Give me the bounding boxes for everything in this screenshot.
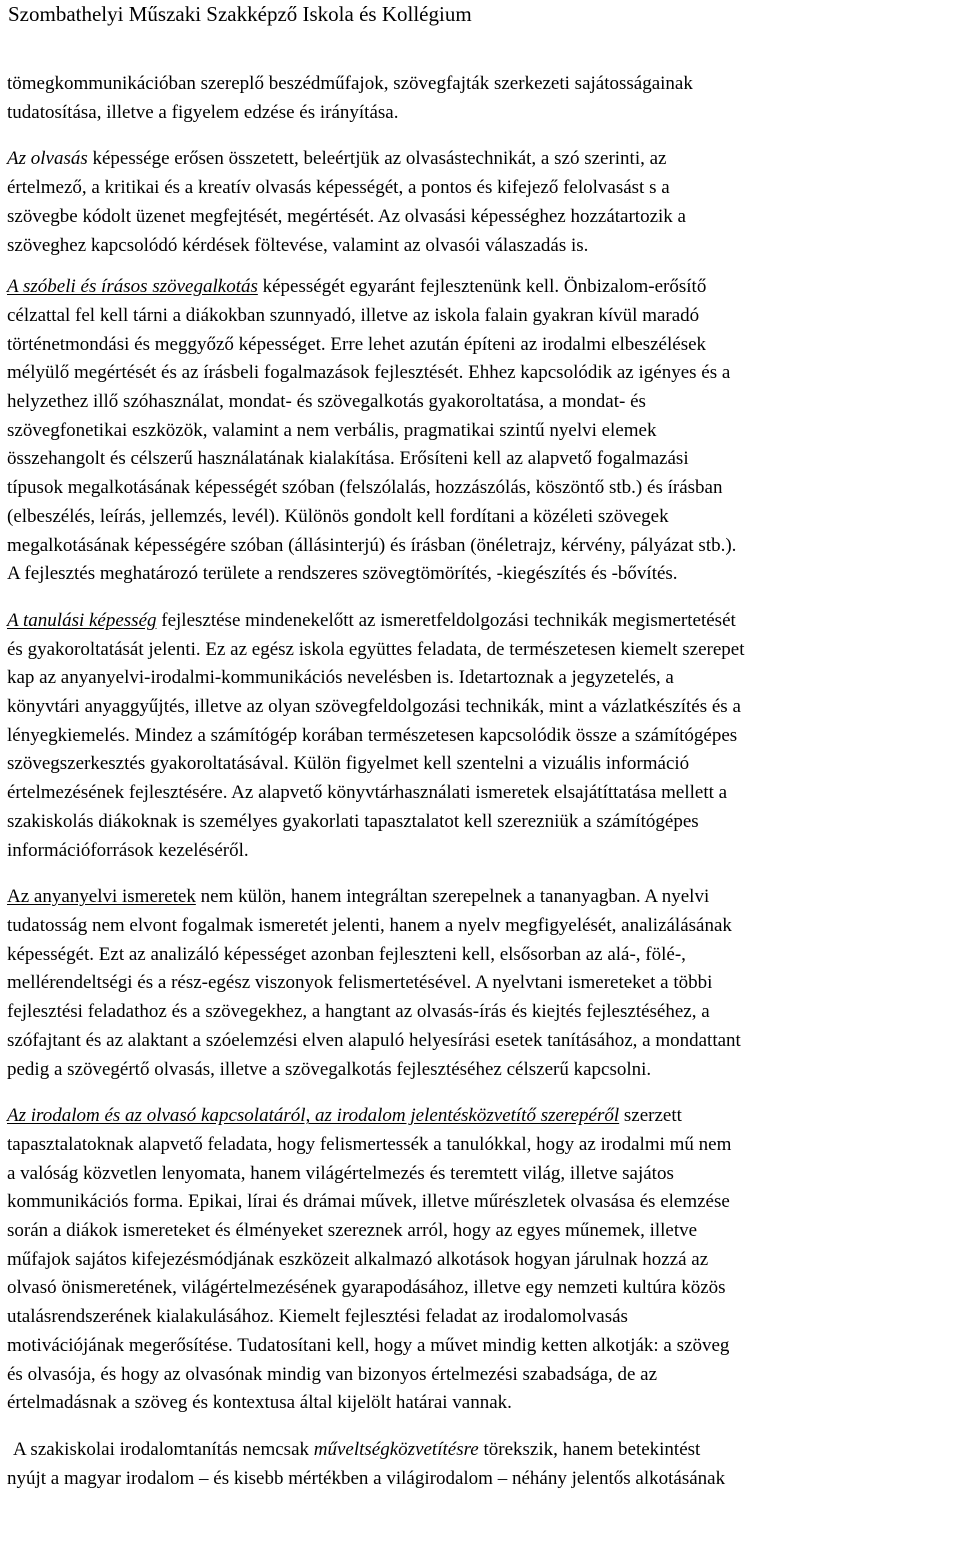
paragraph-language-knowledge [7, 883, 957, 1084]
text-run: fejlesztése mindenekelőtt az ismeretfeldolgozási technikák megismertetését [156, 609, 736, 631]
paragraph-reading [7, 145, 957, 260]
text-run: képességét egyaránt fejlesztenünk kell. Önbizalom-erősítő [257, 276, 707, 298]
paragraph-literature [7, 1102, 957, 1418]
text-line: információforrások kezeléséről. [7, 839, 249, 861]
italic-term: Az olvasás [7, 148, 88, 170]
text-line: tapasztalatoknak alapvető feladata, hogy felismertessék a tanulókkal, hogy az irodalmi mű nem [7, 1133, 732, 1155]
text-line: (elbeszélés, leírás, jellemzés, levél). Különös gondolt kell fordítani a közéleti szövegek [7, 505, 669, 527]
text-line: történetmondási és meggyőző képességet. Erre lehet azután építeni az irodalmi elbeszélések [7, 333, 707, 355]
text-line: szöveghez kapcsolódó kérdések föltevése, valamint az olvasói válaszadás is. [7, 234, 589, 256]
text-line: helyzethez illő szóhasználat, mondat- és szövegalkotás gyakoroltatása, a mondat- és [7, 391, 646, 413]
page-header: Szombathelyi Műszaki Szakképző Iskola és Kollégium [8, 2, 472, 26]
text-line: A fejlesztés meghatározó területe a rendszeres szövegtömörítés, -kiegészítés és -bővítés. [7, 563, 678, 585]
text-line: motivációjának megerősítése. Tudatosítani kell, hogy a művet mindig ketten alkotják: a szöveg [7, 1334, 730, 1356]
document-body [7, 70, 957, 1493]
text-line: tudatosság nem elvont fogalmak ismeretét jelenti, hanem a nyelv megfigyelését, analizálásának [7, 914, 732, 936]
text-line: lényegkiemelés. Mindez a számítógép korában természetesen kapcsolódik össze a számítógépes [7, 724, 738, 746]
text-line: és gyakoroltatását jelenti. Ez az egész iskola együttes feladata, de természetesen kiemelt szerepet [7, 638, 745, 660]
text-line: értelmező, a kritikai és a kreatív olvasás képességét, a pontos és kifejező felolvasást s a [7, 177, 670, 199]
text-line: célzattal fel kell tárni a diákokban szunnyadó, illetve az iskola falain gyakran kívül maradó [7, 304, 700, 326]
text-line: tudatosítása, illetve a figyelem edzése és irányítása. [7, 101, 399, 123]
italic-underlined-term: A tanulási képesség [7, 609, 157, 631]
text-line [7, 145, 957, 174]
italic-underlined-term: A szóbeli és írásos szövegalkotás [7, 276, 258, 298]
text-line [13, 1436, 957, 1465]
text-line: szövegfonetikai eszközök, valamint a nem verbális, pragmatikai szintű nyelvi elemek [7, 419, 657, 441]
text-line [7, 883, 957, 912]
text-line: értelmadásnak a szöveg és kontextusa által kijelölt határai vannak. [7, 1392, 512, 1414]
text-line: megalkotásának képességére szóban (állásinterjú) és írásban (önéletrajz, kérvény, pályázat stb.). [7, 534, 737, 556]
text-line: a valóság közvetlen lenyomata, hanem világértelmezés és teremtett világ, illetve sajátos [7, 1162, 674, 1184]
text-line: mellérendeltségi és a rész-egész viszonyok felismertetésével. A nyelvtani ismereteket a többi [7, 972, 713, 994]
text-line: során a diákok ismereteket és élményeket szereznek arról, hogy az egyes műnemek, illetve [7, 1220, 698, 1242]
text-line: típusok megalkotásának képességét szóban (felszólalás, hozzászólás, köszöntő stb.) és írásban [7, 477, 723, 499]
paragraph-learning [7, 607, 957, 865]
text-line: pedig a szövegértő olvasás, illetve a szövegalkotás fejlesztéséhez célszerű kapcsolni. [7, 1058, 652, 1080]
text-line: képességét. Ezt az analizáló képességet azonban fejleszteni kell, elsősorban az alá-, fölé-, [7, 943, 686, 965]
italic-underlined-term: Az irodalom és az olvasó kapcsolatáról, az irodalom jelentésközvetítő szerepéről [7, 1105, 620, 1127]
text-run: szerzett [619, 1105, 682, 1127]
text-line: szövegszerkesztés gyakoroltatásával. Külön figyelmet kell szentelni a vizuális információ [7, 753, 690, 775]
text-line [7, 607, 957, 636]
text-run: nem külön, hanem integráltan szerepelnek a tananyagban. A nyelvi [195, 886, 710, 908]
text-line: és olvasója, és hogy az olvasónak mindig van bizonyos értelmezési szabadsága, de az [7, 1363, 658, 1385]
text-line: műfajok sajátos kifejezésmódjának eszközeit alkalmazó alkotások hogyan járulnak hozzá az [7, 1248, 709, 1270]
text-line [7, 273, 957, 302]
underlined-term: Az anyanyelvi ismeretek [7, 886, 196, 908]
text-line [7, 1102, 957, 1131]
text-line: tömegkommunikációban szereplő beszédműfajok, szövegfajták szerkezeti sajátosságainak [7, 73, 693, 94]
text-line: szakiskolás diákoknak is személyes gyakorlati tapasztalatot kell szerezniük a számítógépes [7, 810, 699, 832]
text-line: utalásrendszerének kialakulásához. Kiemelt fejlesztési feladat az irodalomolvasás [7, 1306, 628, 1328]
text-line: szövegbe kódolt üzenet megfejtését, megértését. Az olvasási képességhez hozzátartozik a [7, 205, 686, 227]
text-line: mélyülő megértését és az írásbeli fogalmazások fejlesztését. Ehhez kapcsolódik az igényes és a [7, 362, 731, 384]
text-line: szófajtant és az alaktant a szóelemzési elven alapuló helyesírási esetek tanításához, a mondattant [7, 1029, 741, 1051]
paragraph-literature-teaching [7, 1436, 957, 1493]
paragraph-text-composition [7, 273, 957, 589]
text-line: kommunikációs forma. Epikai, lírai és drámai művek, illetve műrészletek olvasása és elemzése [7, 1191, 730, 1213]
text-run: törekszik, hanem betekintést [478, 1438, 701, 1460]
text-run: A szakiskolai irodalomtanítás nemcsak [13, 1438, 314, 1460]
text-line: fejlesztési feladathoz és a szövegekhez, a hangtant az olvasás-írás és kiejtés fejlesztéséhez, a [7, 1001, 710, 1023]
paragraph-continuation [7, 70, 957, 127]
text-line: olvasó önismeretének, világértelmezésének gyarapodásához, illetve egy nemzeti kultúra közös [7, 1277, 726, 1299]
text-line: könyvtári anyaggyűjtés, illetve az olyan szövegfeldolgozási technikák, mint a vázlatkészítés és a [7, 696, 741, 718]
text-line: értelmezésének fejlesztésére. Az alapvető könyvtárhasználati ismeretek elsajátíttatása mellett a [7, 782, 728, 804]
italic-term: műveltségközvetítésre [313, 1438, 479, 1460]
text-run: képessége erősen összetett, beleértjük az olvasástechnikát, a szó szerinti, az [87, 148, 667, 170]
text-line: összehangolt és célszerű használatának kialakítása. Erősíteni kell az alapvető fogalmazási [7, 448, 689, 470]
text-line: nyújt a magyar irodalom – és kisebb mértékben a világirodalom – néhány jelentős alkotásának [7, 1467, 726, 1489]
text-line: kap az anyanyelvi-irodalmi-kommunikációs nevelésben is. Idetartoznak a jegyzetelés, a [7, 667, 674, 689]
